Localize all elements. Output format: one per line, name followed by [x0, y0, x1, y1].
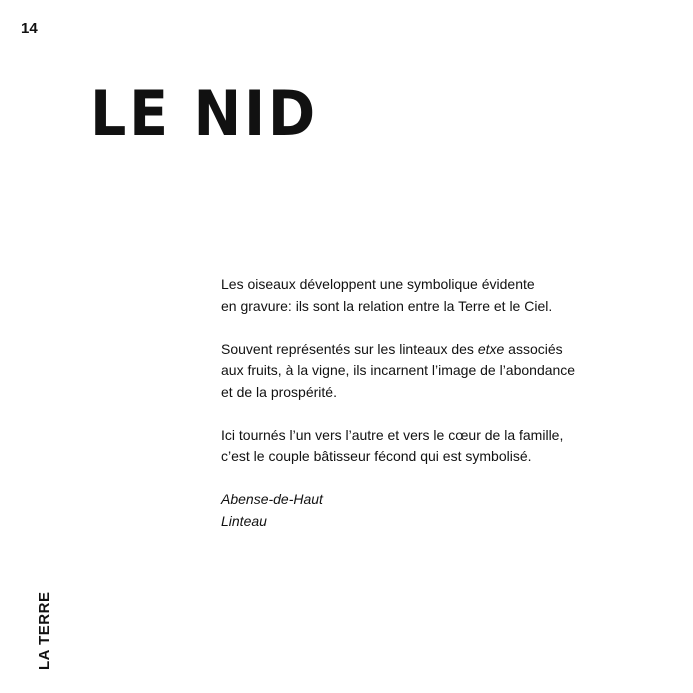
text-line: en gravure: ils sont la relation entre la Terre et le Ciel.: [221, 297, 553, 314]
text-line: aux fruits, à la vigne, ils incarnent l’image de l’abondance: [221, 362, 576, 378]
paragraph-intro: [221, 274, 641, 317]
paragraph-couple: [221, 425, 641, 468]
text-line: [221, 339, 641, 361]
image-caption: [221, 489, 641, 532]
page-number: 14: [21, 20, 38, 37]
text-line: et de la prospérité.: [221, 383, 337, 400]
caption-place: Abense-de-Haut: [221, 491, 323, 507]
text-fragment: Souvent représentés sur les linteaux des: [221, 340, 478, 357]
emphasis-term: etxe: [477, 340, 505, 357]
paragraph-lintels: [221, 339, 641, 404]
text-fragment: associés: [504, 340, 563, 357]
caption-object: Linteau: [221, 512, 267, 529]
page-title: LE NID: [90, 77, 319, 150]
text-line: c’est le couple bâtisseur fécond qui est symbolisé.: [221, 448, 532, 464]
text-line: Ici tournés l’un vers l’autre et vers le cœur de la famille,: [221, 426, 564, 443]
body-text: [221, 274, 641, 554]
section-label: LA TERRE: [36, 591, 53, 670]
text-line: Les oiseaux développent une symbolique évidente: [221, 276, 535, 292]
